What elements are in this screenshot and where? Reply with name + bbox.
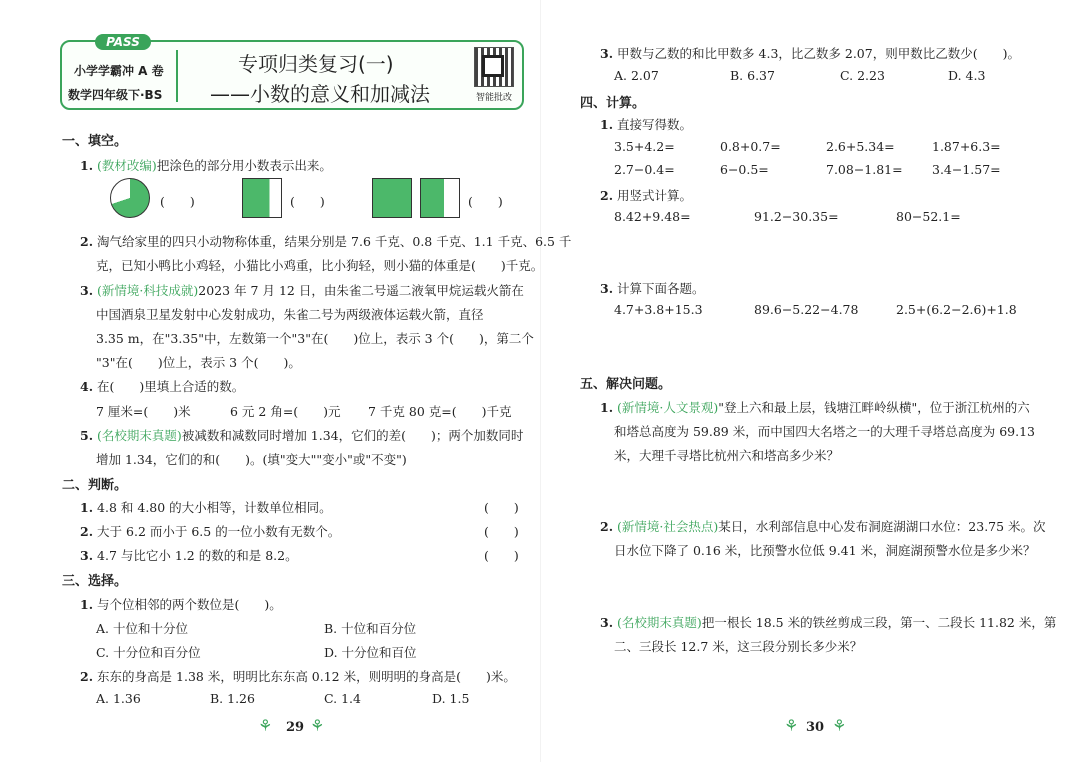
question-text: 东东的身高是 1.38 米，明明比东东高 0.12 米，则明明的身高是( )米。 xyxy=(97,669,516,684)
calc-item: 3.4−1.57= xyxy=(932,162,1001,177)
question-text: 4.7 与比它小 1.2 的数的和是 8.2。 xyxy=(97,548,298,563)
problem-3-line-1: 3. (名校期末真题)把一根长 18.5 米的铁丝剪成三段，第一、二段长 11.82 米，第 xyxy=(600,615,1057,630)
calc-item: 6−0.5= xyxy=(720,162,769,177)
choice-1-B: B. 十位和百分位 xyxy=(324,621,417,636)
choice-2-D: D. 1.5 xyxy=(432,691,470,706)
answer-blank: ( ) xyxy=(290,194,325,209)
choice-2-A: A. 1.36 xyxy=(96,691,141,706)
page-divider xyxy=(540,0,541,762)
sprout-icon: ⚘ xyxy=(310,716,325,735)
judge-blank: ( ) xyxy=(484,548,519,563)
question-2-line-2: 克，已知小鸭比小鸡轻，小猫比小鸡重，比小狗轻，则小猫的体重是( )千克。 xyxy=(96,258,544,273)
choice-1-D: D. 十分位和百位 xyxy=(324,645,417,660)
section-calc: 四、计算。 xyxy=(580,96,646,111)
choice-1: 1. 与个位相邻的两个数位是( )。 xyxy=(80,597,282,612)
question-text: 与个位相邻的两个数位是( )。 xyxy=(97,597,282,612)
question-text: 被减数和减数同时增加 1.34，它们的差( )；两个加数同时 xyxy=(181,428,524,443)
choice-2-C: C. 1.4 xyxy=(324,691,361,706)
brand-line-2: 数学四年级下·BS xyxy=(68,88,163,102)
shaded-grid-figure xyxy=(242,178,282,218)
vertical-calc-item: 80−52.1= xyxy=(896,209,961,224)
header-divider xyxy=(176,50,178,102)
question-tag: (名校期末真题) xyxy=(97,428,182,443)
calc-item: 2.6+5.34= xyxy=(826,139,895,154)
choice-2: 2. 东东的身高是 1.38 米，明明比东东高 0.12 米，则明明的身高是( )米。 xyxy=(80,669,516,684)
judge-2: 2. 大于 6.2 而小于 6.5 的一位小数有无数个。 xyxy=(80,524,341,539)
question-text: 4.8 和 4.80 的大小相等，计数单位相同。 xyxy=(97,500,332,515)
question-text: 甲数与乙数的和比甲数多 4.3，比乙数多 2.07，则甲数比乙数少( )。 xyxy=(617,46,1020,61)
question-tag: (教材改编) xyxy=(97,158,157,173)
choice-3-C: C. 2.23 xyxy=(840,68,885,83)
choice-3-D: D. 4.3 xyxy=(948,68,986,83)
judge-1: 1. 4.8 和 4.80 的大小相等，计数单位相同。 xyxy=(80,500,332,515)
section-choice: 三、选择。 xyxy=(62,574,128,589)
judge-3: 3. 4.7 与比它小 1.2 的数的和是 8.2。 xyxy=(80,548,298,563)
calc-item: 0.8+0.7= xyxy=(720,139,781,154)
brand-line-1: 小学学霸冲 A 卷 xyxy=(74,64,164,78)
question-text: 淘气给家里的四只小动物称体重，结果分别是 7.6 千克、0.8 千克、1.1 千克、6.5 千 xyxy=(97,234,572,249)
page-subtitle: ——小数的意义和加减法 xyxy=(210,82,430,106)
answer-blank: ( ) xyxy=(160,194,195,209)
calc-item: 3.5+4.2= xyxy=(614,139,675,154)
problem-2-line-2: 日水位下降了 0.16 米，比预警水位低 9.41 米，洞庭湖预警水位是多少米？ xyxy=(614,543,1036,558)
question-2-line-1: 2. 淘气给家里的四只小动物称体重，结果分别是 7.6 千克、0.8 千克、1.1 千克、6.5 千 xyxy=(80,234,572,249)
problem-1-line-2: 和塔总高度为 59.89 米，而中国四大名塔之一的大理千寻塔总高度为 69.13 xyxy=(614,424,1035,439)
sprout-icon: ⚘ xyxy=(784,716,799,735)
qr-code-marker xyxy=(482,55,504,77)
calc-2: 2. 用竖式计算。 xyxy=(600,188,693,203)
question-4: 4. 在( )里填上合适的数。 xyxy=(80,379,245,394)
section-problems: 五、解决问题。 xyxy=(580,377,672,392)
calc-1: 1. 直接写得数。 xyxy=(600,117,693,132)
vertical-calc-item: 91.2−30.35= xyxy=(754,209,839,224)
page-number-left: 29 xyxy=(286,720,305,735)
section-fill-blank: 一、填空。 xyxy=(62,134,128,149)
vertical-calc-item: 8.42+9.48= xyxy=(614,209,691,224)
pass-logo: PASS xyxy=(95,34,151,50)
page-title: 专项归类复习(一) xyxy=(238,52,394,76)
question-3-line-3: 3.35 m，在"3.35"中，左数第一个"3"在( )位上，表示 3 个( )，第二个 xyxy=(96,331,534,346)
calc-3: 3. 计算下面各题。 xyxy=(600,281,705,296)
question-text: 大于 6.2 而小于 6.5 的一位小数有无数个。 xyxy=(97,524,341,539)
section-judge: 二、判断。 xyxy=(62,478,128,493)
sprout-icon: ⚘ xyxy=(258,716,273,735)
choice-3-B: B. 6.37 xyxy=(730,68,775,83)
question-1: 1. (教材改编)把涂色的部分用小数表示出来。 xyxy=(80,158,332,173)
question-tag: (新情境·人文景观) xyxy=(617,400,719,415)
question-4-a: 7 厘米=( )米 xyxy=(96,404,191,419)
question-text: "登上六和最上层，钱塘江畔岭纵横"，位于浙江杭州的六 xyxy=(718,400,1030,415)
problem-2-line-1: 2. (新情境·社会热点)某日，水利部信息中心发布洞庭湖湖口水位：23.75 米。次 xyxy=(600,519,1046,534)
question-text: 把涂色的部分用小数表示出来。 xyxy=(156,158,332,173)
problem-1-line-3: 米，大理千寻塔比杭州六和塔高多少米？ xyxy=(614,448,840,463)
question-tag: (新情境·社会热点) xyxy=(617,519,719,534)
calc-item: 2.7−0.4= xyxy=(614,162,675,177)
question-text: 计算下面各题。 xyxy=(617,281,705,296)
question-text: 直接写得数。 xyxy=(617,117,693,132)
calc-item: 1.87+6.3= xyxy=(932,139,1001,154)
choice-3: 3. 甲数与乙数的和比甲数多 4.3，比乙数多 2.07，则甲数比乙数少( )。 xyxy=(600,46,1020,61)
shaded-circle-figure xyxy=(110,178,150,218)
question-5-line-2: 增加 1.34，它们的和( )。(填"变大""变小"或"不变") xyxy=(96,452,407,467)
shaded-strips-figure xyxy=(420,178,460,218)
choice-2-B: B. 1.26 xyxy=(210,691,255,706)
expression-item: 2.5+(6.2−2.6)+1.8 xyxy=(896,302,1017,317)
question-tag: (名校期末真题) xyxy=(617,615,702,630)
choice-1-C: C. 十分位和百分位 xyxy=(96,645,201,660)
question-3-line-4: "3"在( )位上，表示 3 个( )。 xyxy=(96,355,301,370)
question-text: 在( )里填上合适的数。 xyxy=(97,379,245,394)
expression-item: 4.7+3.8+15.3 xyxy=(614,302,703,317)
problem-1-line-1: 1. (新情境·人文景观)"登上六和最上层，钱塘江畔岭纵横"，位于浙江杭州的六 xyxy=(600,400,1030,415)
expression-item: 89.6−5.22−4.78 xyxy=(754,302,859,317)
choice-1-A: A. 十位和十分位 xyxy=(96,621,188,636)
question-5-line-1: 5. (名校期末真题)被减数和减数同时增加 1.34，它们的差( )；两个加数同时 xyxy=(80,428,524,443)
choice-3-A: A. 2.07 xyxy=(614,68,659,83)
sprout-icon: ⚘ xyxy=(832,716,847,735)
question-text: 用竖式计算。 xyxy=(617,188,693,203)
answer-blank: ( ) xyxy=(468,194,503,209)
question-tag: (新情境·科技成就) xyxy=(97,283,199,298)
question-4-c: 7 千克 80 克=( )千克 xyxy=(368,404,512,419)
page-number-right: 30 xyxy=(806,720,825,735)
qr-label: 智能批改 xyxy=(476,93,513,103)
calc-item: 7.08−1.81= xyxy=(826,162,903,177)
question-3-line-1: 3. (新情境·科技成就)2023 年 7 月 12 日，由朱雀二号遥二液氧甲烷运载火箭在 xyxy=(80,283,524,298)
question-3-line-2: 中国酒泉卫星发射中心发射成功，朱雀二号为两级液体运载火箭，直径 xyxy=(96,307,484,322)
question-text: 2023 年 7 月 12 日，由朱雀二号遥二液氧甲烷运载火箭在 xyxy=(198,283,524,298)
shaded-square-figure xyxy=(372,178,412,218)
judge-blank: ( ) xyxy=(484,500,519,515)
problem-3-line-2: 二、三段长 12.7 米，这三段分别长多少米？ xyxy=(614,639,863,654)
question-4-b: 6 元 2 角=( )元 xyxy=(230,404,341,419)
judge-blank: ( ) xyxy=(484,524,519,539)
question-text: 某日，水利部信息中心发布洞庭湖湖口水位：23.75 米。次 xyxy=(718,519,1046,534)
question-text: 把一根长 18.5 米的铁丝剪成三段，第一、二段长 11.82 米，第 xyxy=(701,615,1057,630)
